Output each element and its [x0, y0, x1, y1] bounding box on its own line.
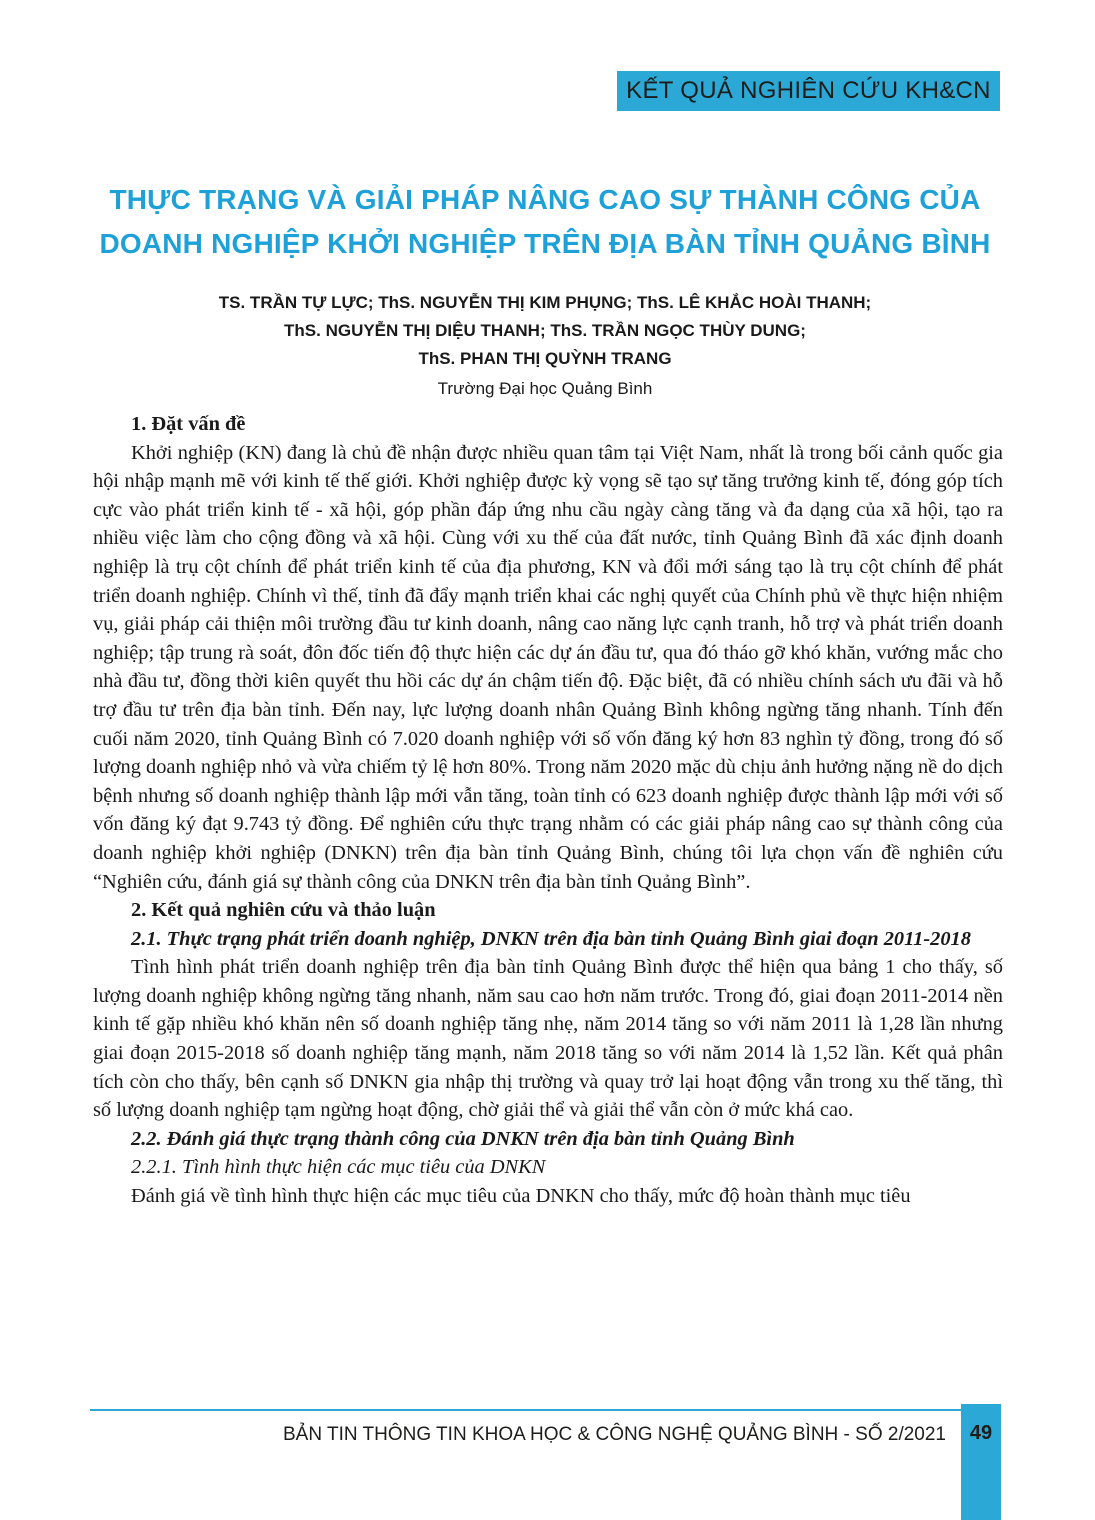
section-1-paragraph: Khởi nghiệp (KN) đang là chủ đề nhận được nhiều quan tâm tại Việt Nam, nhất là trong bối cảnh quốc gia hội nhập mạnh mẽ với kinh tế thế giới. Khởi nghiệp được kỳ vọng sẽ tạo sự tăng trưởng kinh tế, đóng góp tích cực vào phát triển kinh tế - xã hội, góp phần đáp ứng nhu cầu ngày càng tăng và đa dạng của xã hội, tạo ra nhiều việc làm cho cộng đồng và xã hội. Cùng với xu thế của đất nước, tỉnh Quảng Bình đã xác định doanh nghiệp là trụ cột chính để phát triển kinh tế của địa phương, KN và đổi mới sáng tạo là trụ cột chính để phát triển doanh nghiệp. Chính vì thế, tỉnh đã đẩy mạnh triển khai các nghị quyết của Chính phủ về thực hiện nhiệm vụ, giải pháp cải thiện môi trường đầu tư kinh doanh, nâng cao năng lực cạnh tranh, hỗ trợ và phát triển doanh nghiệp; tập trung rà soát, đôn đốc tiến độ thực hiện các dự án đầu tư, qua đó tháo gỡ khó khăn, vướng mắc cho nhà đầu tư, đồng thời kiên quyết thu hồi các dự án chậm tiến độ. Đặc biệt, đã có nhiều chính sách ưu đãi và hỗ trợ đầu tư trên địa bàn tỉnh. Đến nay, lực lượng doanh nhân Quảng Bình không ngừng tăng nhanh. Tính đến cuối năm 2020, tỉnh Quảng Bình có 7.020 doanh nghiệp với số vốn đăng ký hơn 83 nghìn tỷ đồng, trong đó số lượng doanh nghiệp nhỏ và vừa chiếm tỷ lệ hơn 80%. Trong năm 2020 mặc dù chịu ảnh hưởng nặng nề do dịch bệnh nhưng số doanh nghiệp thành lập mới vẫn tăng, toàn tỉnh có 623 doanh nghiệp được thành lập mới với số vốn đăng ký đạt 9.743 tỷ đồng. Để nghiên cứu thực trạng nhằm có các giải pháp nâng cao sự thành công của doanh nghiệp khởi nghiệp (DNKN) trên địa bàn tỉnh Quảng Bình, chúng tôi lựa chọn vấn đề nghiên cứu “Nghiên cứu, đánh giá sự thành công của DNKN trên địa bàn tỉnh Quảng Bình”.	[93, 441, 1003, 893]
title-line-2: DOANH NGHIỆP KHỞI NGHIỆP TRÊN ĐỊA BÀN TỈNH QUẢNG BÌNH	[99, 228, 991, 259]
author-line-3: ThS. PHAN THỊ QUỲNH TRANG	[418, 349, 672, 368]
page-number-box	[961, 1404, 1001, 1520]
section-2-heading: 2. Kết quả nghiên cứu và thảo luận	[131, 899, 436, 922]
section-tag: KẾT QUẢ NGHIÊN CỨU KH&CN	[617, 71, 1000, 111]
footer-rule	[90, 1409, 962, 1411]
section-2-2-1-heading: 2.2.1. Tình hình thực hiện các mục tiêu của DNKN	[131, 1156, 546, 1179]
section-2-2-heading: 2.2. Đánh giá thực trạng thành công của DNKN trên địa bàn tỉnh Quảng Bình	[131, 1127, 795, 1150]
page-number: 49	[969, 1422, 993, 1444]
affiliation: Trường Đại học Quảng Bình	[437, 379, 653, 398]
publication-name: BẢN TIN THÔNG TIN KHOA HỌC & CÔNG NGHỆ QUẢNG BÌNH - SỐ 2/2021	[282, 1424, 946, 1445]
article-title	[90, 178, 1000, 266]
author-line-2: ThS. NGUYỄN THỊ DIỆU THANH; ThS. TRẦN NGỌC THÙY DUNG;	[284, 321, 806, 340]
section-2-2-1-paragraph: Đánh giá về tình hình thực hiện các mục tiêu của DNKN cho thấy, mức độ hoàn thành mục tiêu	[131, 1185, 911, 1208]
section-1-heading: 1. Đặt vấn đề	[131, 413, 246, 435]
section-2-1-heading: 2.1. Thực trạng phát triển doanh nghiệp, DNKN trên địa bàn tỉnh Quảng Bình giai đoạn 2011-2018	[131, 927, 971, 950]
section-2-1-paragraph: Tình hình phát triển doanh nghiệp trên địa bàn tỉnh Quảng Bình được thể hiện qua bảng 1 cho thấy, số lượng doanh nghiệp không ngừng tăng nhanh, năm sau cao hơn năm trước. Trong đó, giai đoạn 2011-2014 nền kinh tế gặp nhiều khó khăn nên số doanh nghiệp tăng nhẹ, năm 2014 tăng so với năm 2011 là 1,28 lần nhưng giai đoạn 2015-2018 số doanh nghiệp tăng mạnh, năm 2018 tăng so với năm 2014 là 1,52 lần. Kết quả phân tích còn cho thấy, bên cạnh số DNKN gia nhập thị trường và quay trở lại hoạt động vẫn trong xu thế tăng, thì số lượng doanh nghiệp tạm ngừng hoạt động, chờ giải thể và giải thể vẫn còn ở mức khá cao.	[93, 956, 1003, 1122]
author-list	[90, 289, 1000, 373]
author-line-1: TS. TRẦN TỰ LỰC; ThS. NGUYỄN THỊ KIM PHỤNG; ThS. LÊ KHẮC HOÀI THANH;	[218, 293, 872, 312]
article-body	[93, 410, 1003, 1211]
title-line-1: THỰC TRẠNG VÀ GIẢI PHÁP NÂNG CAO SỰ THÀNH CÔNG CỦA	[109, 184, 981, 215]
